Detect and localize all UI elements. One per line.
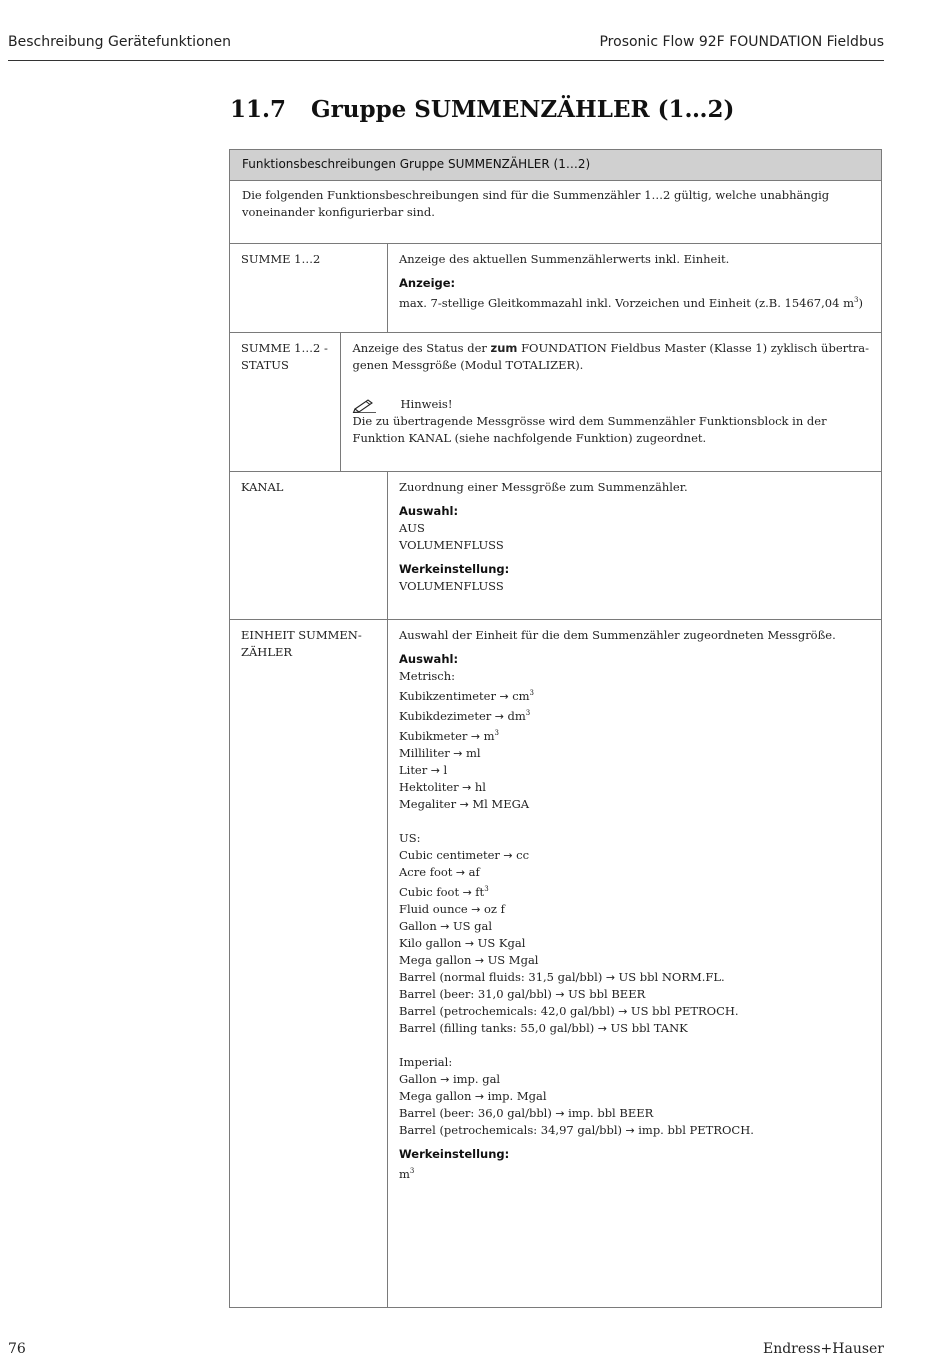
function-description: [388, 244, 881, 332]
page-number: 76: [8, 1341, 26, 1357]
unit-option: [399, 1088, 869, 1105]
unit-option: [399, 1020, 869, 1037]
arrow-right-icon: →: [467, 903, 484, 916]
metric-unit-list: [399, 685, 869, 813]
description-text: Zuordnung einer Messgröße zum Summenzähler.: [399, 480, 688, 494]
arrow-right-icon: →: [459, 886, 476, 899]
unit-option: [399, 952, 869, 969]
table-row-einheit: [230, 620, 881, 1308]
unit-name: Barrel (normal fluids: 31,5 gal/bbl): [399, 970, 603, 984]
unit-symbol: US gal: [452, 919, 493, 933]
unit-symbol: imp. gal: [452, 1072, 501, 1086]
default-label: Werkeinstellung:: [399, 1147, 510, 1161]
arrow-right-icon: →: [551, 988, 569, 1001]
hint-box: [352, 396, 869, 413]
unit-name: Kubikmeter: [399, 729, 468, 743]
description-text: Anzeige des aktuellen Summenzählerwerts inkl. Einheit.: [399, 252, 730, 266]
table-row-summe: [230, 244, 881, 333]
unit-symbol: l: [443, 763, 448, 777]
unit-name: Megaliter: [399, 797, 457, 811]
arrow-right-icon: →: [551, 1107, 569, 1120]
function-name: SUMME 1…2: [230, 244, 388, 332]
unit-name: Fluid ounce: [399, 902, 468, 916]
display-value-text: max. 7-stellige Gleitkommazahl inkl. Vorzeichen und Einheit (z.B. 15467,04 m: [399, 296, 854, 310]
arrow-right-icon: →: [622, 1124, 639, 1137]
description-bold: zum: [490, 341, 518, 355]
hint-text-2: Funktion KANAL (siehe nachfolgende Funktion) zugeordnet.: [352, 431, 707, 445]
imperial-title: Imperial:: [399, 1055, 453, 1069]
unit-option: [399, 1122, 869, 1139]
unit-symbol: US Kgal: [477, 936, 526, 950]
table-intro: Die folgenden Funktionsbeschreibungen sind für die Summenzähler 1…2 gültig, welche unabhängig voneinander konfigurierbar sind.: [230, 181, 881, 244]
unit-symbol: af: [468, 865, 480, 879]
unit-symbol: imp. bbl BEER: [568, 1106, 654, 1120]
unit-name: Liter: [399, 763, 428, 777]
unit-symbol: imp. bbl PETROCH.: [638, 1123, 754, 1137]
unit-symbol: US bbl NORM.FL.: [618, 970, 725, 984]
unit-symbol: Ml MEGA: [472, 797, 530, 811]
display-label: Anzeige:: [399, 276, 456, 290]
unit-name: Acre foot: [399, 865, 453, 879]
unit-option: [399, 762, 869, 779]
unit-name: Kubikdezimeter: [399, 709, 492, 723]
unit-name: Milliliter: [399, 746, 450, 760]
unit-name: Barrel (beer: 31,0 gal/bbl): [399, 987, 552, 1001]
function-name: [230, 620, 388, 1308]
metric-title: Metrisch:: [399, 669, 456, 683]
unit-name: Barrel (beer: 36,0 gal/bbl): [399, 1106, 552, 1120]
superscript: 3: [529, 689, 535, 697]
hint-text-1: Die zu übertragende Messgrösse wird dem Summenzähler Funktionsblock in der: [352, 414, 827, 428]
option-item: VOLUMENFLUSS: [399, 538, 504, 552]
arrow-right-icon: →: [452, 866, 469, 879]
description-line-2: genen Messgröße (Modul TOTALIZER).: [352, 358, 584, 372]
unit-name: Hektoliter: [399, 780, 459, 794]
unit-name: Barrel (petrochemicals: 42,0 gal/bbl): [399, 1004, 615, 1018]
unit-option: [399, 901, 869, 918]
unit-option: [399, 918, 869, 935]
arrow-right-icon: →: [449, 747, 466, 760]
arrow-right-icon: →: [427, 764, 444, 777]
unit-option: [399, 1003, 869, 1020]
function-name-line-1: EINHEIT SUMMEN-: [241, 628, 362, 642]
description-text: Anzeige des Status der: [352, 341, 491, 355]
unit-symbol: US Mgal: [487, 953, 539, 967]
unit-symbol: cc: [516, 848, 530, 862]
section-number: 11.7: [230, 96, 287, 123]
superscript: 3: [853, 296, 859, 304]
arrow-right-icon: →: [461, 937, 478, 950]
unit-symbol: hl: [474, 780, 486, 794]
function-description: [388, 472, 881, 619]
arrow-right-icon: →: [495, 690, 513, 703]
running-header-right: Prosonic Flow 92F FOUNDATION Fieldbus: [599, 34, 884, 50]
unit-symbol: US bbl TANK: [610, 1021, 688, 1035]
arrow-right-icon: →: [471, 954, 488, 967]
description-text: Auswahl der Einheit für die dem Summenzähler zugeordneten Messgröße.: [399, 628, 836, 642]
description-text: FOUNDATION Fieldbus Master (Klasse 1) zyklisch übertra-: [517, 341, 869, 355]
unit-option: [399, 986, 869, 1003]
unit-option: [399, 725, 869, 745]
unit-option: [399, 847, 869, 864]
option-item: AUS: [399, 521, 425, 535]
arrow-right-icon: →: [436, 920, 453, 933]
unit-symbol: ml: [466, 746, 481, 760]
arrow-right-icon: →: [594, 1022, 611, 1035]
default-unit: m: [399, 1167, 410, 1181]
unit-symbol: imp. Mgal: [487, 1089, 547, 1103]
display-value-suffix: ): [858, 296, 863, 310]
superscript: 3: [484, 885, 489, 893]
unit-name: Cubic foot: [399, 885, 460, 899]
choice-label: Auswahl:: [399, 652, 459, 666]
superscript: 3: [494, 729, 499, 737]
unit-symbol: cm: [512, 689, 530, 703]
unit-name: Cubic centimeter: [399, 848, 500, 862]
section-title-text: Gruppe SUMMENZÄHLER (1…2): [311, 96, 735, 123]
arrow-right-icon: →: [456, 798, 473, 811]
description-line-1: [352, 340, 869, 357]
default-label: Werkeinstellung:: [399, 562, 510, 576]
unit-name: Gallon: [399, 919, 437, 933]
footer-brand: Endress+Hauser: [762, 1341, 884, 1357]
display-value: [399, 292, 869, 312]
default-value: VOLUMENFLUSS: [399, 579, 504, 593]
unit-option: [399, 1105, 869, 1122]
unit-option: [399, 745, 869, 762]
unit-option: [399, 779, 869, 796]
arrow-right-icon: →: [491, 710, 508, 723]
unit-name: Barrel (filling tanks: 55,0 gal/bbl): [399, 1021, 595, 1035]
function-name: KANAL: [230, 472, 388, 619]
function-name: SUMME 1…2 - STATUS: [230, 333, 341, 471]
running-header-left: Beschreibung Gerätefunktionen: [8, 34, 231, 50]
unit-option: [399, 881, 869, 901]
unit-name: Barrel (petrochemicals: 34,97 gal/bbl): [399, 1123, 623, 1137]
unit-option: [399, 935, 869, 952]
superscript: 3: [525, 709, 531, 717]
arrow-right-icon: →: [602, 971, 619, 984]
unit-name: Mega gallon: [399, 953, 472, 967]
unit-option: [399, 1071, 869, 1088]
unit-symbol: ft: [475, 885, 485, 899]
us-title: US:: [399, 831, 421, 845]
pencil-note-icon: [352, 397, 378, 413]
unit-symbol: US bbl BEER: [568, 987, 646, 1001]
arrow-right-icon: →: [458, 781, 475, 794]
table-heading: Funktionsbeschreibungen Gruppe SUMMENZÄHLER (1…2): [230, 150, 881, 181]
unit-symbol: m: [483, 729, 495, 743]
unit-symbol: dm: [507, 709, 526, 723]
function-description: [341, 333, 881, 471]
unit-option: [399, 685, 869, 705]
unit-symbol: oz f: [483, 902, 505, 916]
us-unit-list: [399, 847, 869, 1037]
unit-option: [399, 969, 869, 986]
unit-option: [399, 705, 869, 725]
arrow-right-icon: →: [436, 1073, 453, 1086]
table-row-summe-status: [230, 333, 881, 472]
arrow-right-icon: →: [499, 849, 517, 862]
unit-name: Kubikzentimeter: [399, 689, 496, 703]
header-divider: [8, 60, 884, 61]
unit-option: [399, 796, 869, 813]
unit-name: Kilo gallon: [399, 936, 462, 950]
function-table: [229, 149, 882, 1308]
unit-symbol: US bbl PETROCH.: [630, 1004, 739, 1018]
arrow-right-icon: →: [471, 1090, 488, 1103]
function-name-line-2: ZÄHLER: [241, 645, 293, 659]
arrow-right-icon: →: [614, 1005, 631, 1018]
choice-label: Auswahl:: [399, 504, 459, 518]
function-description: [388, 620, 881, 1308]
default-value: [399, 1163, 869, 1183]
superscript: 3: [409, 1167, 415, 1175]
section-heading: [230, 96, 734, 123]
table-row-kanal: [230, 472, 881, 620]
arrow-right-icon: →: [467, 730, 484, 743]
imperial-unit-list: [399, 1071, 869, 1139]
unit-name: Mega gallon: [399, 1089, 472, 1103]
unit-name: Gallon: [399, 1072, 437, 1086]
hint-title: Hinweis!: [400, 397, 453, 411]
unit-option: [399, 864, 869, 881]
